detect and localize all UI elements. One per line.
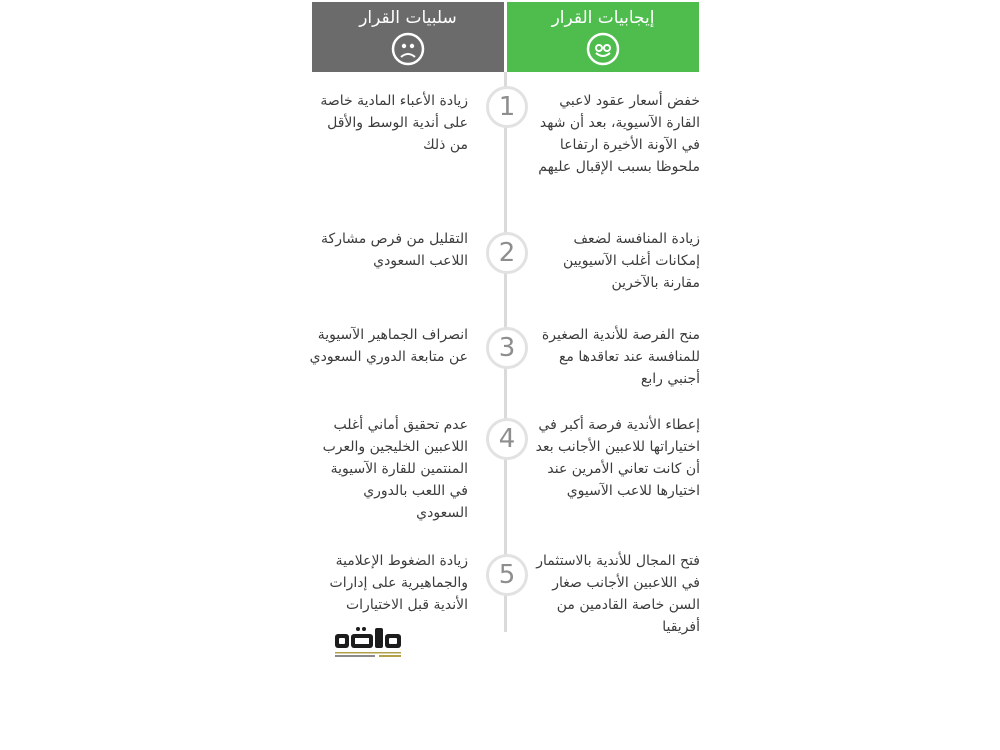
positive-item-1: خفض أسعار عقود لاعبي القارة الآسيوية، بعد أن شهد في الآونة الأخيرة ارتفاعا ملحوظا بسبب الإقبال عليهم — [538, 93, 700, 175]
negative-item-2: التقليل من فرص مشاركة اللاعب السعودي — [321, 231, 468, 269]
number-circle-5: 5 — [486, 554, 528, 596]
negatives-title: سلبيات القرار — [359, 8, 457, 28]
positives-title: إيجابيات القرار — [551, 8, 655, 28]
number-circle-2: 2 — [486, 232, 528, 274]
smile-face-icon — [586, 32, 620, 66]
negatives-header — [312, 2, 504, 72]
negative-item-1: زيادة الأعباء المادية خاصة على أندية الوسط والأقل من ذلك — [320, 93, 468, 153]
sad-face-icon — [391, 32, 425, 66]
positive-item-2: زيادة المنافسة لضعف إمكانات أغلب الآسيويين مقارنة بالآخرين — [562, 231, 700, 291]
makkah-newspaper-logo — [333, 624, 403, 662]
number-circle-1: 1 — [486, 86, 528, 128]
positive-item-3: منح الفرصة للأندية الصغيرة للمنافسة عند تعاقدها مع أجنبي رابع — [541, 327, 700, 387]
positives-header — [507, 2, 699, 72]
positive-item-4: إعطاء الأندية فرصة أكبر في اختياراتها للاعبين الأجانب بعد أن كانت تعاني الأمرين عند اختيارها للاعب الآسيوي — [535, 417, 700, 499]
negative-item-3: انصراف الجماهير الآسيوية عن متابعة الدوري السعودي — [309, 327, 468, 365]
number-circle-4: 4 — [486, 418, 528, 460]
negative-item-5: زيادة الضغوط الإعلامية والجماهيرية على إدارات الأندية قبل الاختيارات — [329, 553, 468, 613]
positive-item-5: فتح المجال للأندية بالاستثمار في اللاعبين الأجانب صغار السن خاصة القادمين من أفريقيا — [536, 553, 700, 635]
number-circle-3: 3 — [486, 327, 528, 369]
negative-item-4: عدم تحقيق أماني أغلب اللاعبين الخليجين والعرب المنتمين للقارة الآسيوية في اللعب بالدوري السعودي — [322, 417, 468, 521]
